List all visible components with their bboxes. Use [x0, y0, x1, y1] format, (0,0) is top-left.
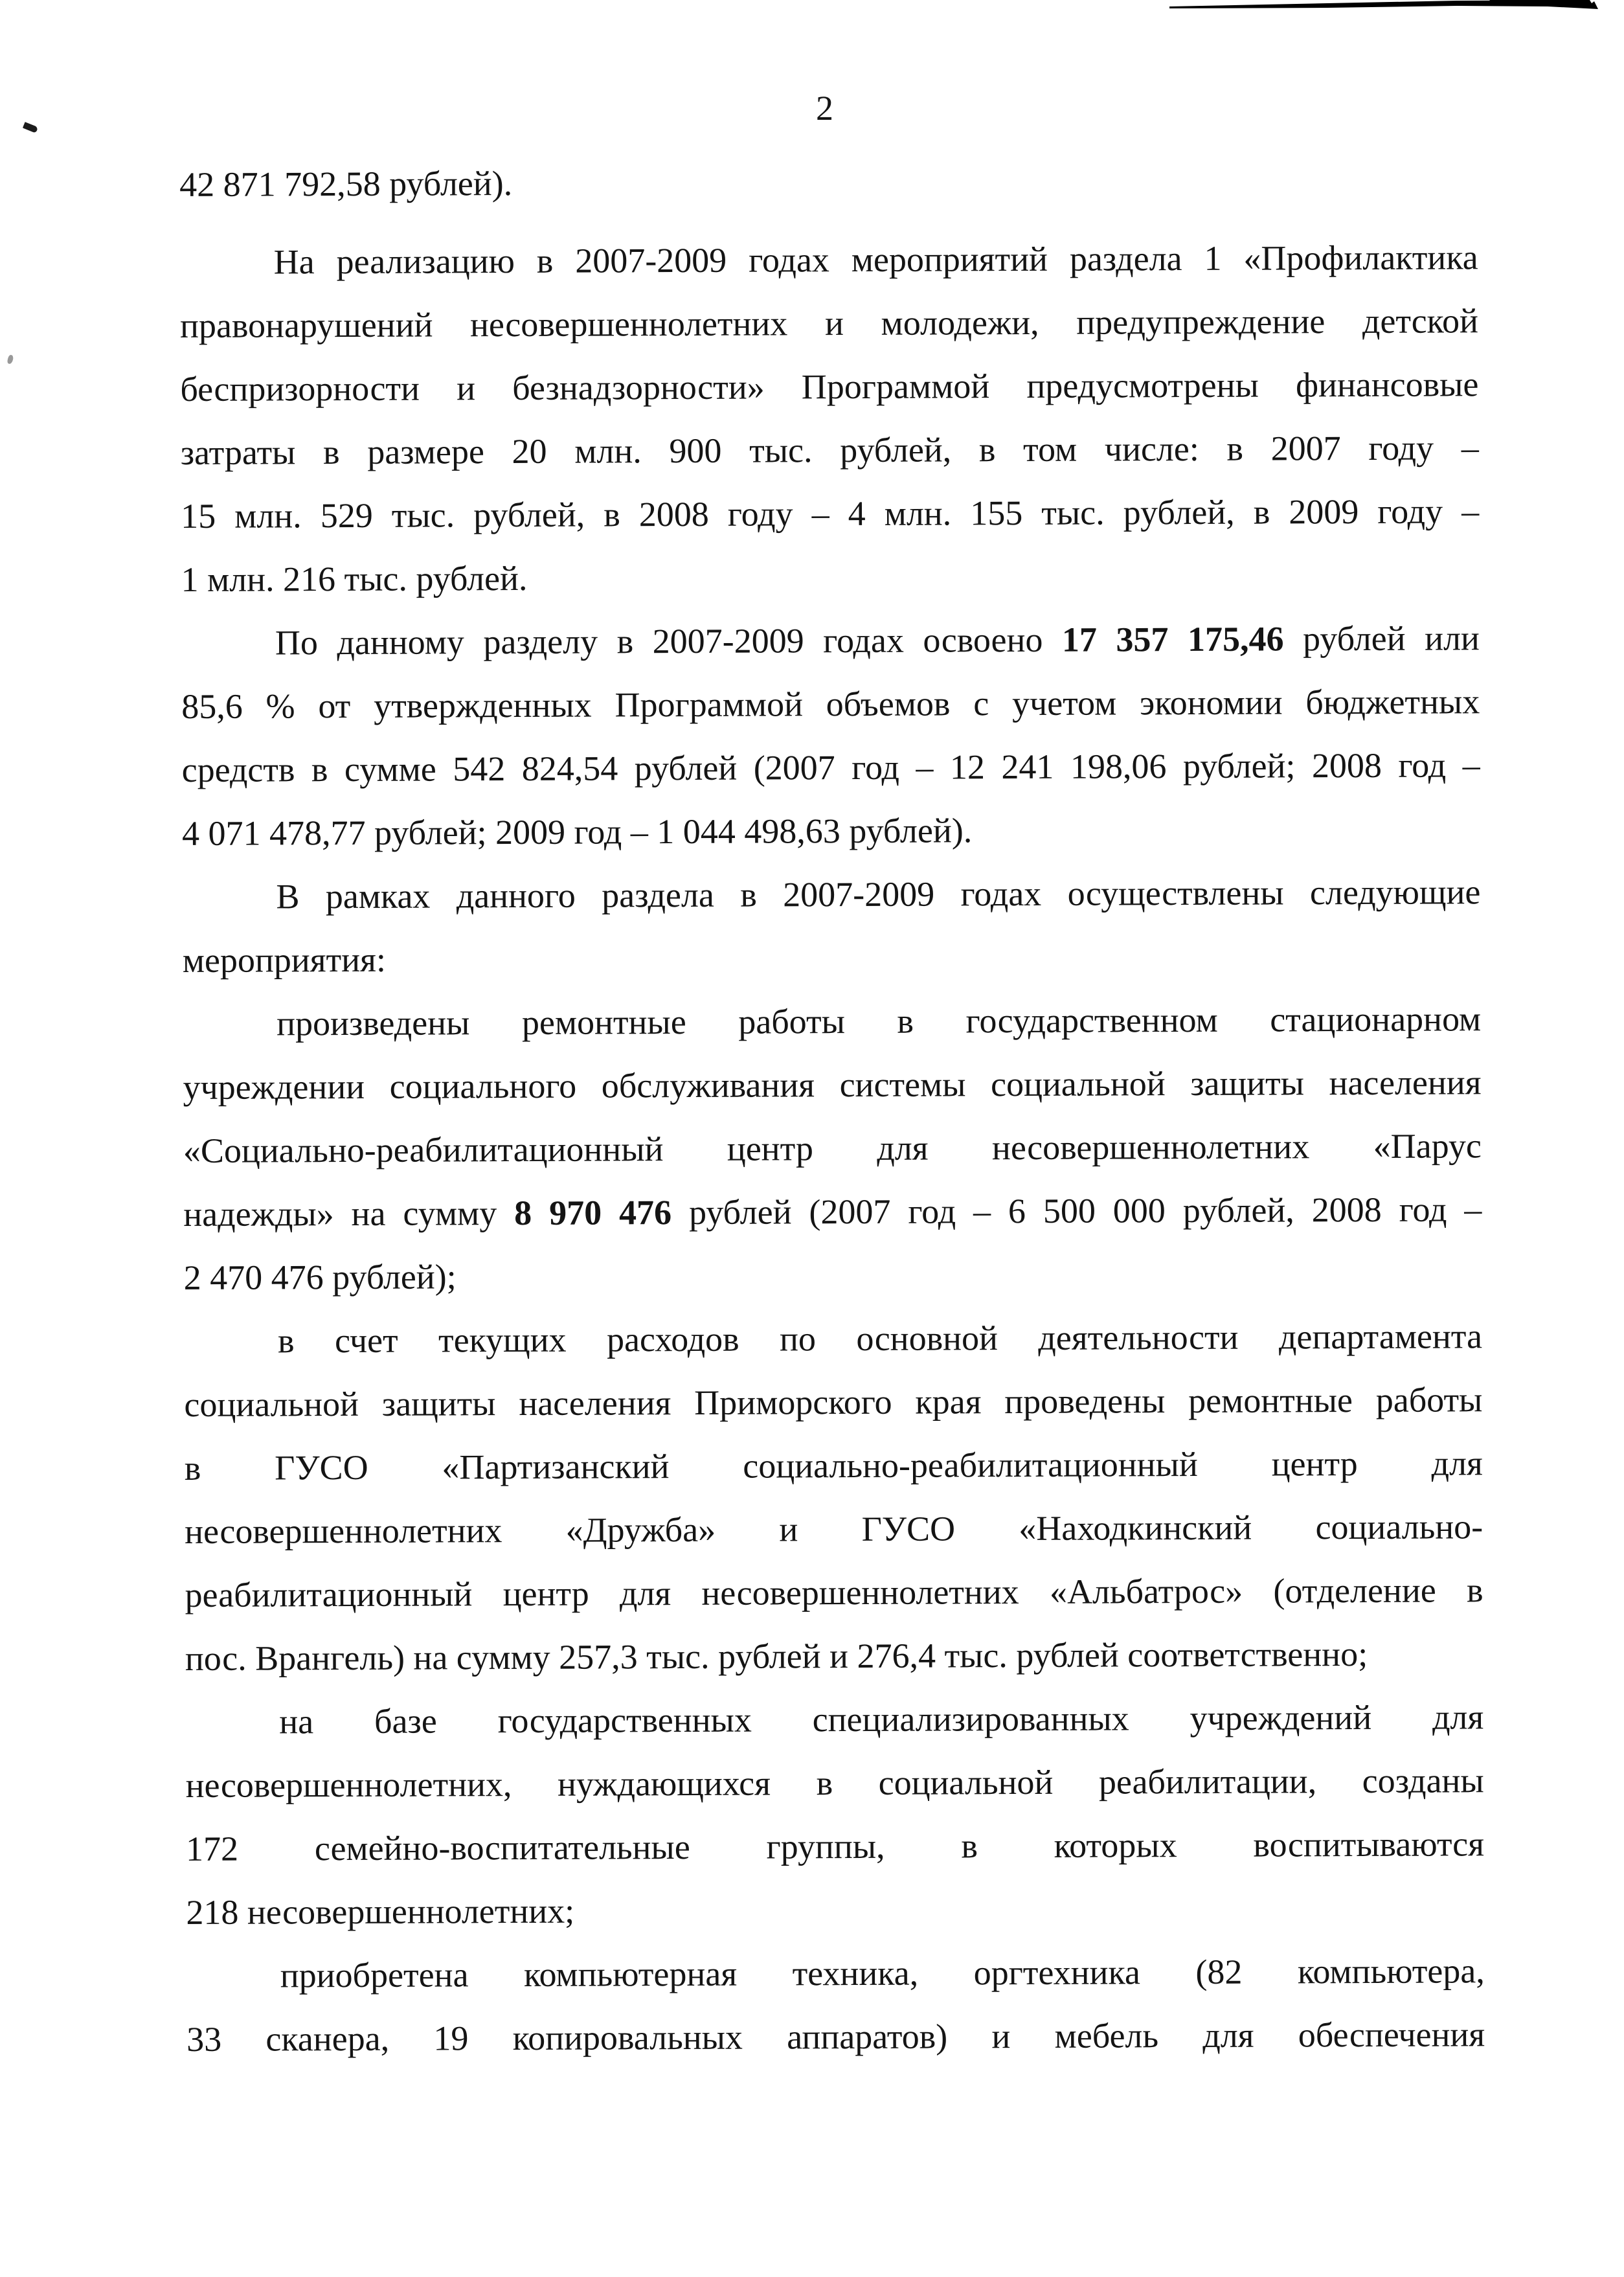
text-line — [185, 1431, 1483, 1500]
text-segment: 1 млн. 216 тыс. рублей. — [181, 558, 528, 599]
text-segment: На реализацию в 2007-2009 годах мероприятий раздела 1 «Профилактика — [273, 238, 1478, 282]
text-segment: 218 несовершеннолетних; — [186, 1891, 575, 1932]
text-line — [182, 860, 1480, 929]
text-line — [185, 1685, 1483, 1754]
text-segment: надежды» на сумму — [183, 1194, 515, 1234]
text-line — [183, 1050, 1481, 1119]
text-segment: реабилитационный центр для несовершеннолетних «Альбатрос» (отделение в — [185, 1570, 1483, 1614]
text-segment: приобретена компьютерная техника, оргтехника (82 компьютера, — [280, 1951, 1485, 1995]
text-segment: 15 млн. 529 тыс. рублей, в 2008 году – 4 млн. 155 тыс. рублей, в 2009 году – — [181, 492, 1480, 536]
paragraph — [179, 148, 1478, 216]
paragraph — [186, 1939, 1485, 2071]
text-line — [185, 1622, 1483, 1690]
text-line — [181, 733, 1480, 802]
bold-amount: 8 970 476 — [514, 1193, 672, 1233]
text-segment: «Социально-реабилитационный центр для несовершеннолетних «Парус — [183, 1126, 1482, 1170]
text-segment: мероприятия: — [182, 940, 387, 980]
text-line — [186, 1875, 1484, 1944]
text-line — [181, 543, 1479, 611]
text-line — [179, 148, 1478, 216]
text-segment: несовершеннолетних, нуждающихся в социальной реабилитации, созданы — [185, 1761, 1484, 1805]
paragraph — [182, 860, 1481, 992]
text-line — [185, 1749, 1483, 1817]
text-line — [186, 1939, 1485, 2008]
text-segment: средств в сумме 542 824,54 рублей (2007 год – 12 241 198,06 рублей; 2008 год – — [181, 745, 1480, 789]
paragraph — [185, 1685, 1484, 1944]
text-line — [181, 416, 1479, 484]
text-segment: учреждении социального обслуживания системы социальной защиты населения — [183, 1063, 1482, 1107]
text-line — [186, 1812, 1484, 1881]
text-segment: рублей (2007 год – 6 500 000 рублей, 2008 год – — [671, 1190, 1482, 1232]
paragraph — [183, 987, 1482, 1309]
text-line — [180, 289, 1478, 357]
text-line — [184, 1304, 1482, 1373]
text-segment: 2 470 476 рублей); — [183, 1257, 457, 1297]
text-line — [183, 923, 1481, 992]
text-line — [185, 1558, 1483, 1627]
text-line — [184, 1368, 1482, 1436]
text-line — [183, 1114, 1482, 1183]
text-line — [183, 987, 1481, 1056]
text-segment: несовершеннолетних «Дружба» и ГУСО «Находкинский социально- — [185, 1507, 1483, 1551]
text-segment: 42 871 792,58 рублей). — [179, 164, 513, 204]
text-segment: В рамках данного раздела в 2007-2009 годах осуществлены следующие — [276, 872, 1481, 916]
ink-speck — [7, 354, 14, 364]
text-segment: в счет текущих расходов по основной деятельности департамента — [277, 1317, 1483, 1361]
bold-amount: 17 357 175,46 — [1061, 619, 1284, 659]
text-segment: произведены ремонтные работы в государственном стационарном — [276, 999, 1482, 1043]
text-line — [183, 1241, 1482, 1309]
paragraph — [184, 1304, 1483, 1690]
text-line — [183, 1177, 1482, 1246]
text-line — [182, 797, 1480, 865]
text-segment: 4 071 478,77 рублей; 2009 год – 1 044 498,63 рублей). — [181, 811, 973, 853]
text-segment: По данному разделу в 2007-2009 годах освоено — [275, 620, 1063, 663]
document-body — [179, 148, 1485, 2071]
text-line — [181, 606, 1480, 675]
text-line — [185, 1495, 1483, 1563]
ink-speck — [23, 122, 38, 133]
text-segment: рублей или — [1283, 618, 1480, 659]
text-line — [181, 670, 1480, 738]
paragraph — [179, 225, 1479, 611]
text-segment: беспризорности и безнадзорности» Программой предусмотрены финансовые — [180, 365, 1479, 409]
text-line — [181, 479, 1479, 548]
text-segment: затраты в размере 20 млн. 900 тыс. рублей, в том числе: в 2007 году – — [180, 428, 1479, 472]
text-segment: социальной защиты населения Приморского края проведены ремонтные работы — [184, 1380, 1483, 1424]
text-line — [186, 2002, 1485, 2071]
text-segment: 33 сканера, 19 копировальных аппаратов) и мебель для обеспечения — [186, 2015, 1485, 2059]
text-segment: в ГУСО «Партизанский социально-реабилитационный центр для — [184, 1444, 1483, 1488]
text-line — [179, 225, 1478, 294]
page-number-value: 2 — [816, 89, 833, 128]
page-number — [816, 91, 833, 126]
paragraph — [181, 606, 1480, 865]
scanner-streak-artifact — [0, 0, 1624, 39]
text-line — [180, 352, 1478, 421]
text-segment: 85,6 % от утвержденных Программой объемов с учетом экономии бюджетных — [181, 682, 1480, 726]
text-segment: на базе государственных специализированных учреждений для — [279, 1697, 1484, 1741]
text-segment: пос. Врангель) на сумму 257,3 тыс. рублей и 276,4 тыс. рублей соответственно; — [185, 1634, 1368, 1678]
text-segment: 172 семейно-воспитательные группы, в которых воспитываются — [185, 1824, 1485, 1868]
text-segment: правонарушений несовершеннолетних и молодежи, предупреждение детской — [179, 301, 1479, 345]
